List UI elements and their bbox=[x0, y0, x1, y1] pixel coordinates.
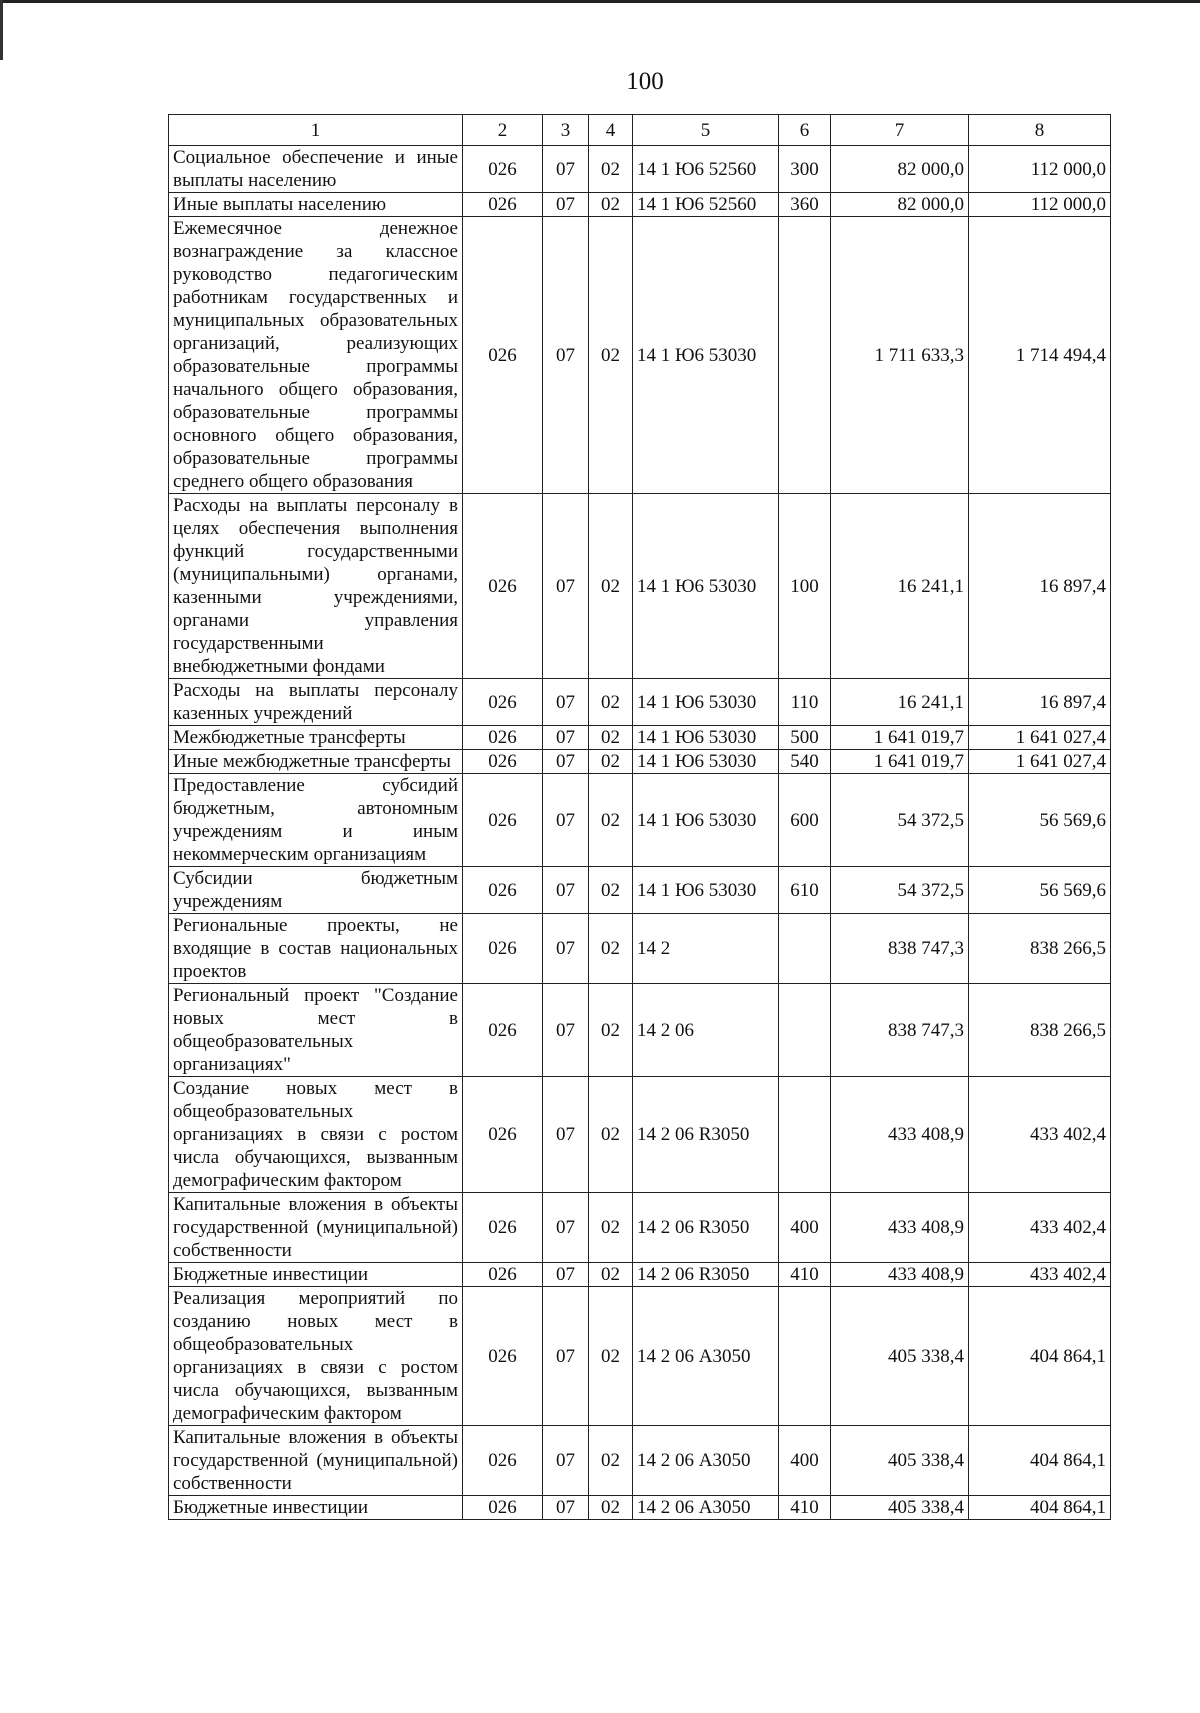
row-ministry-code: 026 bbox=[463, 750, 543, 774]
row-ministry-code: 026 bbox=[463, 679, 543, 726]
row-expense-type bbox=[779, 217, 831, 494]
row-ministry-code: 026 bbox=[463, 1496, 543, 1520]
row-section: 07 bbox=[543, 774, 589, 867]
table-row bbox=[169, 1193, 1111, 1263]
row-ministry-code: 026 bbox=[463, 1193, 543, 1263]
row-amount-year2: 404 864,1 bbox=[969, 1426, 1111, 1496]
table-row bbox=[169, 1287, 1111, 1426]
row-target-article: 14 1 Ю6 53030 bbox=[633, 774, 779, 867]
row-target-article: 14 1 Ю6 53030 bbox=[633, 217, 779, 494]
table-row bbox=[169, 217, 1111, 494]
row-amount-year1: 1 711 633,3 bbox=[831, 217, 969, 494]
row-section: 07 bbox=[543, 193, 589, 217]
row-section: 07 bbox=[543, 494, 589, 679]
row-subsection: 02 bbox=[589, 193, 633, 217]
row-name: Создание новых мест в общеобразовательных организациях в связи с ростом числа обучающихся, вызванным демографическим фактором bbox=[169, 1077, 463, 1193]
row-subsection: 02 bbox=[589, 984, 633, 1077]
row-subsection: 02 bbox=[589, 494, 633, 679]
row-subsection: 02 bbox=[589, 726, 633, 750]
row-target-article: 14 1 Ю6 53030 bbox=[633, 679, 779, 726]
row-name: Ежемесячное денежное вознаграждение за классное руководство педагогическим работникам государственных и муниципальных образовательных организаций, реализующих образовательные программы начального общего образования, образовательные программы основного общего образования, образовательные программы среднего общего образования bbox=[169, 217, 463, 494]
row-amount-year1: 82 000,0 bbox=[831, 193, 969, 217]
row-section: 07 bbox=[543, 1426, 589, 1496]
row-section: 07 bbox=[543, 1077, 589, 1193]
scan-edge-top bbox=[0, 0, 1200, 3]
budget-table bbox=[168, 114, 1111, 1520]
row-name: Социальное обеспечение и иные выплаты населению bbox=[169, 146, 463, 193]
row-name: Капитальные вложения в объекты государственной (муниципальной) собственности bbox=[169, 1426, 463, 1496]
row-name: Региональные проекты, не входящие в состав национальных проектов bbox=[169, 914, 463, 984]
row-expense-type bbox=[779, 984, 831, 1077]
row-subsection: 02 bbox=[589, 774, 633, 867]
row-ministry-code: 026 bbox=[463, 867, 543, 914]
row-name: Бюджетные инвестиции bbox=[169, 1263, 463, 1287]
row-amount-year1: 16 241,1 bbox=[831, 494, 969, 679]
row-subsection: 02 bbox=[589, 1496, 633, 1520]
row-target-article: 14 1 Ю6 53030 bbox=[633, 494, 779, 679]
row-section: 07 bbox=[543, 726, 589, 750]
row-amount-year1: 405 338,4 bbox=[831, 1496, 969, 1520]
table-row bbox=[169, 774, 1111, 867]
row-amount-year1: 1 641 019,7 bbox=[831, 750, 969, 774]
row-target-article: 14 2 06 А3050 bbox=[633, 1496, 779, 1520]
row-expense-type: 360 bbox=[779, 193, 831, 217]
table-row bbox=[169, 726, 1111, 750]
row-target-article: 14 1 Ю6 53030 bbox=[633, 867, 779, 914]
row-amount-year2: 838 266,5 bbox=[969, 914, 1111, 984]
row-expense-type bbox=[779, 1077, 831, 1193]
table-row bbox=[169, 750, 1111, 774]
row-amount-year2: 1 714 494,4 bbox=[969, 217, 1111, 494]
scan-edge-left bbox=[0, 0, 3, 60]
row-amount-year2: 433 402,4 bbox=[969, 1077, 1111, 1193]
row-name: Иные межбюджетные трансферты bbox=[169, 750, 463, 774]
row-subsection: 02 bbox=[589, 914, 633, 984]
table-row bbox=[169, 679, 1111, 726]
row-target-article: 14 2 06 R3050 bbox=[633, 1193, 779, 1263]
row-ministry-code: 026 bbox=[463, 193, 543, 217]
row-subsection: 02 bbox=[589, 679, 633, 726]
table-row bbox=[169, 146, 1111, 193]
row-target-article: 14 2 bbox=[633, 914, 779, 984]
column-header-6: 6 bbox=[779, 115, 831, 146]
row-amount-year2: 56 569,6 bbox=[969, 867, 1111, 914]
column-header-2: 2 bbox=[463, 115, 543, 146]
table-row bbox=[169, 867, 1111, 914]
row-target-article: 14 2 06 R3050 bbox=[633, 1077, 779, 1193]
row-ministry-code: 026 bbox=[463, 1263, 543, 1287]
row-amount-year1: 82 000,0 bbox=[831, 146, 969, 193]
header-row bbox=[169, 115, 1111, 146]
column-header-3: 3 bbox=[543, 115, 589, 146]
row-section: 07 bbox=[543, 1496, 589, 1520]
row-subsection: 02 bbox=[589, 217, 633, 494]
row-amount-year1: 54 372,5 bbox=[831, 867, 969, 914]
column-header-1: 1 bbox=[169, 115, 463, 146]
column-header-5: 5 bbox=[633, 115, 779, 146]
row-section: 07 bbox=[543, 914, 589, 984]
row-amount-year2: 404 864,1 bbox=[969, 1287, 1111, 1426]
row-target-article: 14 1 Ю6 53030 bbox=[633, 726, 779, 750]
row-name: Реализация мероприятий по созданию новых мест в общеобразовательных организациях в связи с ростом числа обучающихся, вызванным демографическим фактором bbox=[169, 1287, 463, 1426]
row-subsection: 02 bbox=[589, 1263, 633, 1287]
row-amount-year2: 838 266,5 bbox=[969, 984, 1111, 1077]
row-target-article: 14 2 06 А3050 bbox=[633, 1287, 779, 1426]
row-ministry-code: 026 bbox=[463, 494, 543, 679]
column-header-4: 4 bbox=[589, 115, 633, 146]
row-expense-type bbox=[779, 914, 831, 984]
row-ministry-code: 026 bbox=[463, 984, 543, 1077]
row-amount-year1: 1 641 019,7 bbox=[831, 726, 969, 750]
row-subsection: 02 bbox=[589, 1193, 633, 1263]
row-name: Межбюджетные трансферты bbox=[169, 726, 463, 750]
row-amount-year1: 16 241,1 bbox=[831, 679, 969, 726]
row-section: 07 bbox=[543, 984, 589, 1077]
row-name: Предоставление субсидий бюджетным, автономным учреждениям и иным некоммерческим организациям bbox=[169, 774, 463, 867]
row-ministry-code: 026 bbox=[463, 914, 543, 984]
row-name: Бюджетные инвестиции bbox=[169, 1496, 463, 1520]
row-section: 07 bbox=[543, 750, 589, 774]
row-subsection: 02 bbox=[589, 1426, 633, 1496]
row-section: 07 bbox=[543, 146, 589, 193]
row-target-article: 14 2 06 А3050 bbox=[633, 1426, 779, 1496]
row-amount-year1: 405 338,4 bbox=[831, 1287, 969, 1426]
table-row bbox=[169, 494, 1111, 679]
row-expense-type: 300 bbox=[779, 146, 831, 193]
table-row bbox=[169, 1426, 1111, 1496]
table-row bbox=[169, 984, 1111, 1077]
row-section: 07 bbox=[543, 1193, 589, 1263]
row-amount-year2: 433 402,4 bbox=[969, 1263, 1111, 1287]
row-ministry-code: 026 bbox=[463, 1287, 543, 1426]
table-body bbox=[169, 146, 1111, 1520]
row-expense-type: 100 bbox=[779, 494, 831, 679]
row-amount-year1: 433 408,9 bbox=[831, 1193, 969, 1263]
column-header-7: 7 bbox=[831, 115, 969, 146]
table-row bbox=[169, 1263, 1111, 1287]
row-expense-type: 400 bbox=[779, 1193, 831, 1263]
row-name: Капитальные вложения в объекты государственной (муниципальной) собственности bbox=[169, 1193, 463, 1263]
row-expense-type: 500 bbox=[779, 726, 831, 750]
row-section: 07 bbox=[543, 679, 589, 726]
row-amount-year2: 112 000,0 bbox=[969, 146, 1111, 193]
row-section: 07 bbox=[543, 867, 589, 914]
row-section: 07 bbox=[543, 1263, 589, 1287]
table-row bbox=[169, 193, 1111, 217]
row-ministry-code: 026 bbox=[463, 774, 543, 867]
row-target-article: 14 2 06 R3050 bbox=[633, 1263, 779, 1287]
row-name: Региональный проект "Создание новых мест в общеобразовательных организациях" bbox=[169, 984, 463, 1077]
row-section: 07 bbox=[543, 1287, 589, 1426]
row-subsection: 02 bbox=[589, 750, 633, 774]
row-ministry-code: 026 bbox=[463, 1077, 543, 1193]
row-expense-type bbox=[779, 1287, 831, 1426]
row-amount-year2: 404 864,1 bbox=[969, 1496, 1111, 1520]
row-expense-type: 410 bbox=[779, 1496, 831, 1520]
row-ministry-code: 026 bbox=[463, 146, 543, 193]
row-target-article: 14 2 06 bbox=[633, 984, 779, 1077]
row-expense-type: 400 bbox=[779, 1426, 831, 1496]
table-row bbox=[169, 1077, 1111, 1193]
row-expense-type: 410 bbox=[779, 1263, 831, 1287]
page-number: 100 bbox=[626, 68, 664, 95]
row-section: 07 bbox=[543, 217, 589, 494]
row-amount-year2: 16 897,4 bbox=[969, 679, 1111, 726]
row-expense-type: 540 bbox=[779, 750, 831, 774]
row-expense-type: 110 bbox=[779, 679, 831, 726]
row-amount-year1: 433 408,9 bbox=[831, 1077, 969, 1193]
row-amount-year2: 16 897,4 bbox=[969, 494, 1111, 679]
row-target-article: 14 1 Ю6 52560 bbox=[633, 146, 779, 193]
row-name: Иные выплаты населению bbox=[169, 193, 463, 217]
row-ministry-code: 026 bbox=[463, 726, 543, 750]
row-amount-year1: 433 408,9 bbox=[831, 1263, 969, 1287]
row-target-article: 14 1 Ю6 53030 bbox=[633, 750, 779, 774]
row-amount-year2: 1 641 027,4 bbox=[969, 726, 1111, 750]
row-subsection: 02 bbox=[589, 146, 633, 193]
row-name: Субсидии бюджетным учреждениям bbox=[169, 867, 463, 914]
row-name: Расходы на выплаты персоналу в целях обеспечения выполнения функций государственными (муниципальными) органами, казенными учреждениями, органами управления государственными внебюджетными фондами bbox=[169, 494, 463, 679]
table-row bbox=[169, 914, 1111, 984]
row-name: Расходы на выплаты персоналу казенных учреждений bbox=[169, 679, 463, 726]
row-ministry-code: 026 bbox=[463, 1426, 543, 1496]
row-amount-year2: 56 569,6 bbox=[969, 774, 1111, 867]
table-row bbox=[169, 1496, 1111, 1520]
row-expense-type: 610 bbox=[779, 867, 831, 914]
row-amount-year1: 54 372,5 bbox=[831, 774, 969, 867]
row-target-article: 14 1 Ю6 52560 bbox=[633, 193, 779, 217]
row-amount-year1: 838 747,3 bbox=[831, 984, 969, 1077]
row-amount-year2: 1 641 027,4 bbox=[969, 750, 1111, 774]
row-amount-year2: 433 402,4 bbox=[969, 1193, 1111, 1263]
row-amount-year1: 405 338,4 bbox=[831, 1426, 969, 1496]
row-amount-year1: 838 747,3 bbox=[831, 914, 969, 984]
row-amount-year2: 112 000,0 bbox=[969, 193, 1111, 217]
row-subsection: 02 bbox=[589, 867, 633, 914]
row-subsection: 02 bbox=[589, 1287, 633, 1426]
row-subsection: 02 bbox=[589, 1077, 633, 1193]
row-expense-type: 600 bbox=[779, 774, 831, 867]
column-header-8: 8 bbox=[969, 115, 1111, 146]
row-ministry-code: 026 bbox=[463, 217, 543, 494]
